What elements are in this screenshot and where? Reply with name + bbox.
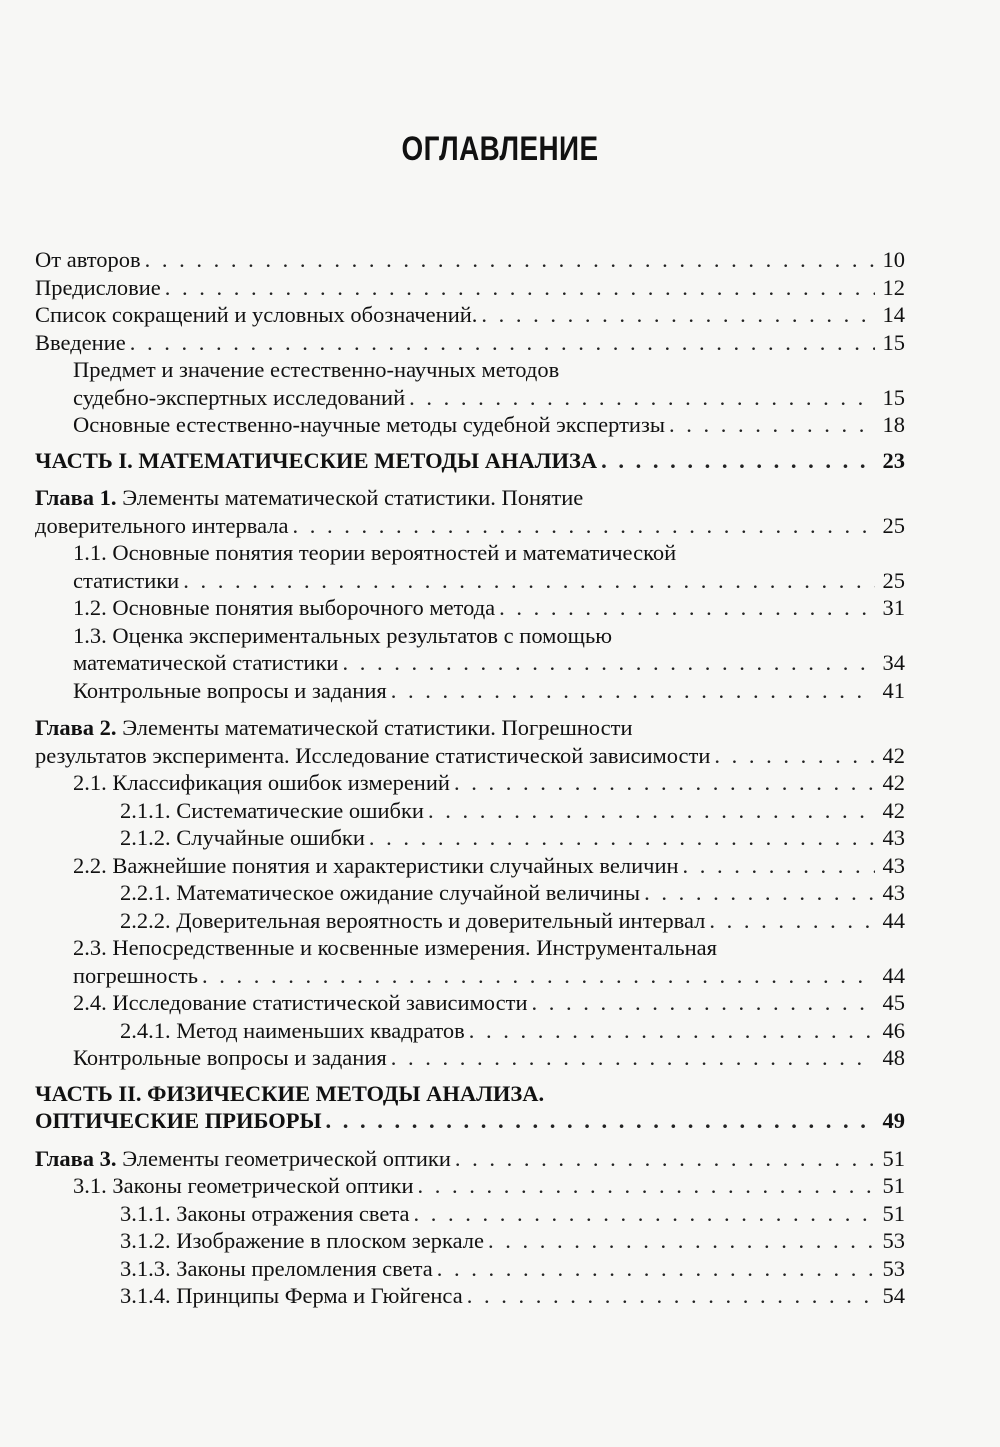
dot-leader xyxy=(202,962,875,990)
page-number: 25 xyxy=(882,567,905,593)
page-number: 44 xyxy=(882,962,905,988)
page-number: 46 xyxy=(882,1017,905,1043)
dot-leader xyxy=(418,1172,875,1200)
chapter-2-heading[interactable] xyxy=(35,714,905,742)
page-number: 31 xyxy=(882,595,905,620)
entry-label: 3.1. Законы геометрической оптики xyxy=(73,1173,414,1198)
dot-leader xyxy=(455,1145,875,1173)
dot-leader xyxy=(669,411,875,439)
dot-leader xyxy=(644,879,875,907)
page-number: 48 xyxy=(882,1045,905,1070)
entry-label: Контрольные вопросы и задания xyxy=(73,1045,387,1070)
entry-label: математической статистики xyxy=(73,650,339,675)
entry-label: 3.1.1. Законы отражения света xyxy=(120,1200,410,1226)
dot-leader xyxy=(165,274,875,302)
chapter-2-heading-cont[interactable] xyxy=(35,742,905,770)
toc-part-1[interactable] xyxy=(35,447,905,475)
page-number: 41 xyxy=(882,677,905,703)
toc-entry-3-1-2[interactable] xyxy=(35,1227,905,1255)
toc-entry-3-1-1[interactable] xyxy=(35,1200,905,1228)
dot-leader xyxy=(467,1282,875,1310)
page-number: 43 xyxy=(882,880,905,905)
page-number: 15 xyxy=(882,384,905,410)
dot-leader xyxy=(469,1017,875,1045)
toc-entry-line: 2.3. Непосредственные и косвенные измерения. Инструментальная xyxy=(73,935,717,960)
chapter-3-heading[interactable] xyxy=(35,1145,905,1173)
entry-label: Контрольные вопросы и задания xyxy=(73,677,387,703)
dot-leader xyxy=(709,907,875,935)
entry-label: погрешность xyxy=(73,962,199,988)
toc-entry-2-questions[interactable] xyxy=(35,1044,905,1072)
toc-entry-introduction[interactable] xyxy=(35,329,905,357)
chapter-prefix: Глава 3. xyxy=(35,1145,117,1171)
page-number: 25 xyxy=(882,512,905,538)
page-number: 51 xyxy=(882,1200,905,1226)
toc-entry-1-1[interactable] xyxy=(35,567,905,595)
page-number: 43 xyxy=(882,852,905,878)
entry-label: От авторов xyxy=(35,247,141,272)
entry-label: результатов эксперимента. Исследование статистической зависимости xyxy=(35,742,711,768)
dot-leader xyxy=(481,301,875,329)
toc-entry-2-4-1[interactable] xyxy=(35,1017,905,1045)
entry-label: 2.1.1. Систематические ошибки xyxy=(120,797,424,823)
page-number: 53 xyxy=(882,1255,905,1281)
page-number: 42 xyxy=(882,770,905,795)
toc-entry-line: 1.1. Основные понятия теории вероятностей и математической xyxy=(73,540,677,565)
toc-entry-abbreviations[interactable] xyxy=(35,301,905,329)
dot-leader xyxy=(130,329,875,357)
entry-label: статистики xyxy=(73,567,180,593)
entry-label: 2.2.2. Доверительная вероятность и доверительный интервал xyxy=(120,907,706,933)
page-title: ОГЛАВЛЕНИЕ xyxy=(401,130,599,168)
dot-leader xyxy=(499,594,875,622)
entry-label: Список сокращений и условных обозначений. xyxy=(35,302,478,327)
entry-label: 2.4.1. Метод наименьших квадратов xyxy=(120,1017,465,1043)
entry-label: 2.1.2. Случайные ошибки xyxy=(120,825,365,850)
toc-entry-main-methods[interactable] xyxy=(35,411,905,439)
toc-entry-2-1-2[interactable] xyxy=(35,824,905,852)
page-number: 34 xyxy=(882,650,905,675)
dot-leader xyxy=(409,384,875,412)
dot-leader xyxy=(437,1255,875,1283)
page-number: 53 xyxy=(882,1228,905,1253)
toc-entry-authors[interactable] xyxy=(35,246,905,274)
toc-part-2-cont[interactable] xyxy=(35,1107,905,1135)
dot-leader xyxy=(601,447,875,475)
dot-leader xyxy=(183,567,875,595)
toc-part-2[interactable]: ЧАСТЬ II. ФИЗИЧЕСКИЕ МЕТОДЫ АНАЛИЗА. xyxy=(35,1080,545,1106)
toc-entry-2-2-1[interactable] xyxy=(35,879,905,907)
page-number: 51 xyxy=(882,1173,905,1198)
page-number: 15 xyxy=(882,329,905,355)
table-of-contents xyxy=(35,246,905,1310)
page-number: 42 xyxy=(882,742,905,768)
toc-entry-2-3[interactable] xyxy=(35,962,905,990)
part-label: ОПТИЧЕСКИЕ ПРИБОРЫ xyxy=(35,1108,322,1133)
page-number: 49 xyxy=(882,1108,905,1133)
chapter-title: Элементы математической статистики. Погрешности xyxy=(116,715,633,740)
entry-label: 2.2. Важнейшие понятия и характеристики случайных величин xyxy=(73,852,679,878)
dot-leader xyxy=(391,677,875,705)
page-number: 43 xyxy=(882,825,905,850)
chapter-1-heading[interactable] xyxy=(35,484,905,512)
dot-leader xyxy=(369,824,875,852)
toc-entry-2-4[interactable] xyxy=(35,989,905,1017)
entry-label: 1.2. Основные понятия выборочного метода xyxy=(73,595,496,620)
toc-entry-line: 1.3. Оценка экспериментальных результатов с помощью xyxy=(73,622,613,648)
toc-entry-1-questions[interactable] xyxy=(35,677,905,705)
toc-entry-1-3[interactable] xyxy=(35,649,905,677)
dot-leader xyxy=(293,512,876,540)
toc-entry-2-1[interactable] xyxy=(35,769,905,797)
toc-entry-3-1-3[interactable] xyxy=(35,1255,905,1283)
entry-label: доверительного интервала xyxy=(35,512,289,538)
toc-entry-2-2-2[interactable] xyxy=(35,907,905,935)
toc-entry-subject-of-methods[interactable] xyxy=(35,384,905,412)
dot-leader xyxy=(714,742,875,770)
dot-leader xyxy=(454,769,875,797)
page-number: 10 xyxy=(882,247,905,272)
entry-label: 2.2.1. Математическое ожидание случайной величины xyxy=(120,880,641,905)
chapter-title: Элементы геометрической оптики xyxy=(116,1145,451,1171)
page-number: 14 xyxy=(882,302,905,327)
page-number: 54 xyxy=(882,1283,905,1308)
chapter-prefix: Глава 2. xyxy=(35,715,117,740)
toc-entry-1-2[interactable] xyxy=(35,594,905,622)
entry-label: 2.4. Исследование статистической зависимости xyxy=(73,990,528,1015)
page-number: 18 xyxy=(882,412,905,437)
entry-label: 3.1.4. Принципы Ферма и Гюйгенса xyxy=(120,1283,463,1308)
page-number: 42 xyxy=(882,797,905,823)
entry-label: Предисловие xyxy=(35,274,161,300)
entry-label: судебно-экспертных исследований xyxy=(73,384,406,410)
toc-entry-2-2[interactable] xyxy=(35,852,905,880)
toc-entry-preface[interactable] xyxy=(35,274,905,302)
toc-entry-line: Предмет и значение естественно-научных методов xyxy=(73,357,560,382)
part-label: ЧАСТЬ I. МАТЕМАТИЧЕСКИЕ МЕТОДЫ АНАЛИЗА xyxy=(35,447,598,473)
entry-label: 3.1.2. Изображение в плоском зеркале xyxy=(120,1228,485,1253)
chapter-1-heading-cont[interactable] xyxy=(35,512,905,540)
dot-leader xyxy=(683,852,875,880)
page-number: 23 xyxy=(882,447,905,473)
toc-entry-3-1-4[interactable] xyxy=(35,1282,905,1310)
dot-leader xyxy=(488,1227,875,1255)
dot-leader xyxy=(145,246,875,274)
chapter-prefix: Глава 1. xyxy=(35,485,117,510)
dot-leader xyxy=(428,797,875,825)
entry-label: 3.1.3. Законы преломления света xyxy=(120,1255,433,1281)
dot-leader xyxy=(531,989,875,1017)
dot-leader xyxy=(391,1044,875,1072)
entry-label: Введение xyxy=(35,329,126,355)
dot-leader xyxy=(342,649,875,677)
page-number: 45 xyxy=(882,990,905,1015)
page-number: 12 xyxy=(882,274,905,300)
entry-label: 2.1. Классификация ошибок измерений xyxy=(73,770,450,795)
entry-label: Основные естественно-научные методы судебной экспертизы xyxy=(73,412,665,437)
dot-leader xyxy=(326,1107,875,1135)
chapter-title: Элементы математической статистики. Понятие xyxy=(116,485,584,510)
toc-entry-2-1-1[interactable] xyxy=(35,797,905,825)
dot-leader xyxy=(413,1200,875,1228)
page-number: 51 xyxy=(882,1145,905,1171)
entry-label xyxy=(35,1145,451,1173)
page-number: 44 xyxy=(882,907,905,933)
toc-entry-3-1[interactable] xyxy=(35,1172,905,1200)
